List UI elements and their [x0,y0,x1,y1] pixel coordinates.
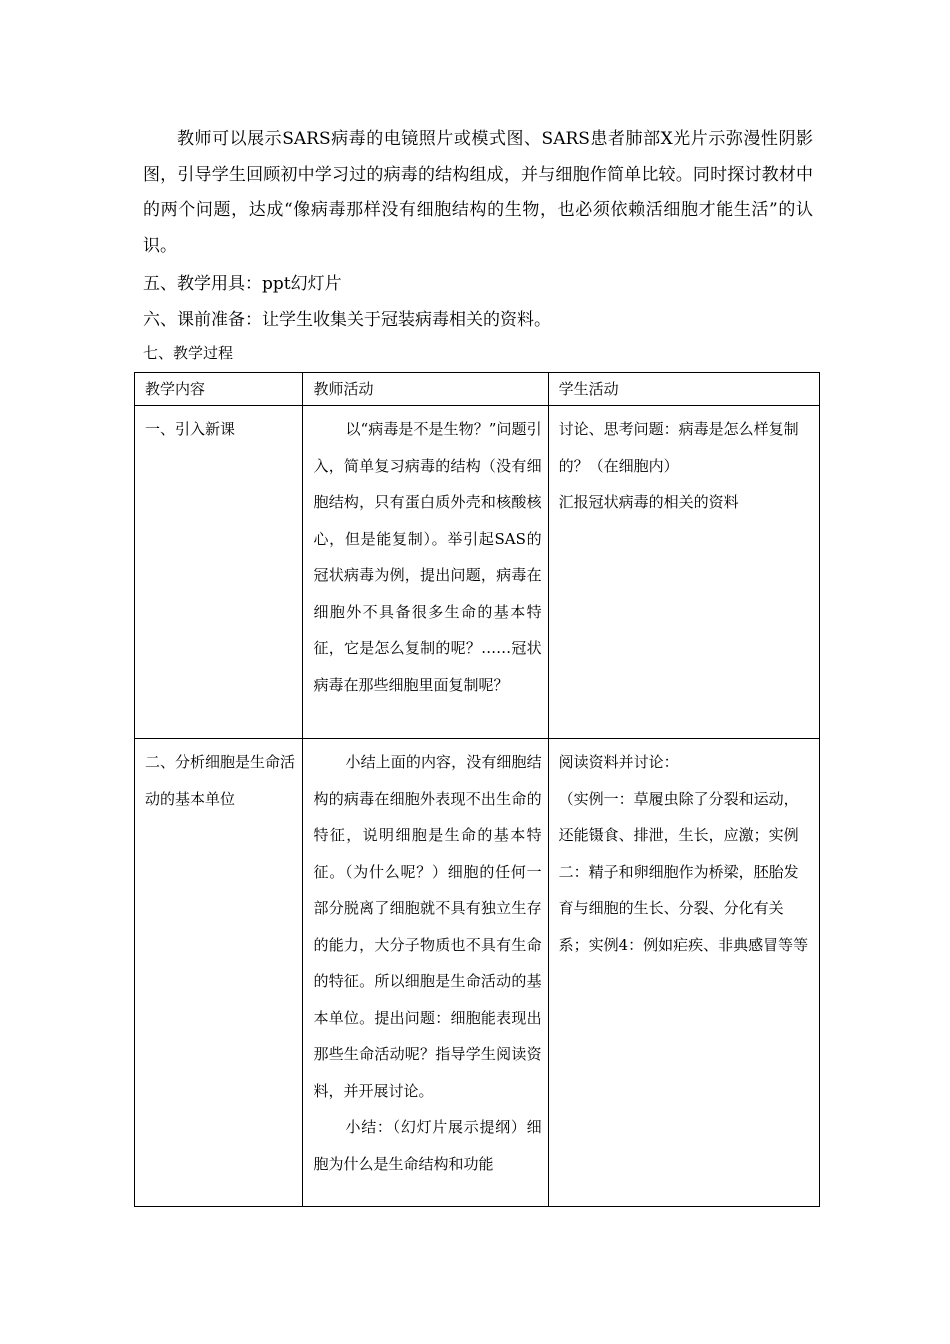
table-row [135,739,820,1207]
row-content-cell [135,406,303,739]
teacher-activity-text: 小结上面的内容，没有细胞结构的病毒在细胞外表现不出生命的特征，说明细胞是生命的基本特征。（为什么呢？）细胞的任何一部分脱离了细胞就不具有独立生存的能力，大分子物质也不具有生命的特征。所以细胞是生命活动的基本单位。提出问题：细胞能表现出那些生命活动呢？指导学生阅读资料，并开展讨论。 [313,753,542,1100]
student-activity-text: （实例一：草履虫除了分裂和运动，还能镊食、排泄，生长，应激；实例二：精子和卵细胞作为桥梁，胚胎发育与细胞的生长、分裂、分化有关系；实例4：例如疟疾、非典感冒等等 [558,789,809,954]
row-content-text: 二、分析细胞是生命活动的基本单位 [145,753,296,808]
teacher-summary-text: 小结：（幻灯片展示提纲）细胞为什么是生命结构和功能 [313,1118,542,1173]
teaching-process-table [134,372,820,1207]
header-content: 教学内容 [135,373,303,406]
student-activity-text: 汇报冠状病毒的相关的资料 [558,493,739,511]
teacher-activity-text: 以“病毒是不是生物？”问题引入，简单复习病毒的结构（没有细胞结构，只有蛋白质外壳和核酸核心，但是能复制）。举引起SAS的冠状病毒为例，提出问题，病毒在细胞外不具备很多生命的基本特征，它是怎么复制的呢？……冠状病毒在那些细胞里面复制呢？ [313,420,542,694]
table-row [135,406,820,739]
header-teacher: 教师活动 [303,373,548,406]
section-six: 六、课前准备：让学生收集关于冠装病毒相关的资料。 [143,310,551,330]
row-teacher-cell [303,739,548,1207]
section-seven: 七、教学过程 [143,344,234,362]
row-content-cell [135,739,303,1207]
row-content-text: 一、引入新课 [145,420,236,438]
row-teacher-cell [303,406,548,739]
intro-text [143,122,813,264]
student-activity-text: 讨论、思考问题：病毒是怎么样复制的？（在细胞内） [558,420,799,475]
intro-paragraph: 教师可以展示SARS病毒的电镜照片或模式图、SARS患者肺部X光片示弥漫性阴影图，引导学生回顾初中学习过的病毒的结构组成，并与细胞作简单比较。同时探讨教材中的两个问题，达成“像病毒那样没有细胞结构的生物，也必须依赖活细胞才能生活”的认识。 [143,129,813,256]
header-student: 学生活动 [548,373,819,406]
row-student-cell [548,739,819,1207]
table-header-row [135,373,820,406]
row-student-cell [548,406,819,739]
student-activity-text: 阅读资料并讨论： [558,753,679,771]
section-five: 五、教学用具：ppt幻灯片 [143,274,342,294]
